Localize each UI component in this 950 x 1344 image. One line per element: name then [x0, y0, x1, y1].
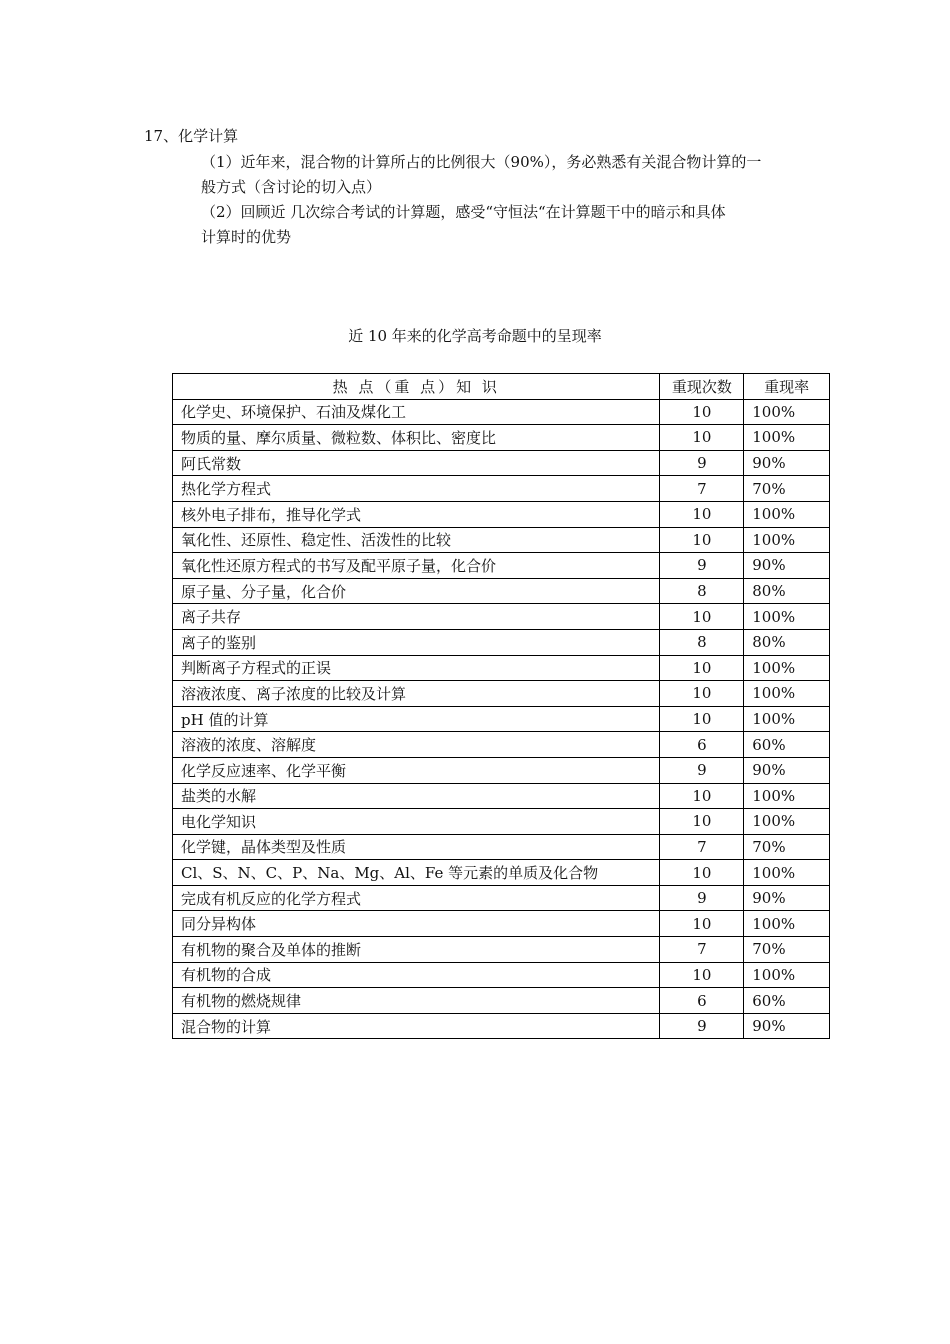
cell-rate: 70% — [744, 834, 830, 860]
cell-rate: 100% — [744, 604, 830, 630]
cell-count: 10 — [660, 425, 744, 451]
table-row — [173, 425, 830, 451]
cell-rate: 100% — [744, 681, 830, 707]
cell-rate: 90% — [744, 757, 830, 783]
cell-topic: 电化学知识 — [173, 809, 660, 835]
cell-count: 6 — [660, 988, 744, 1014]
cell-rate: 100% — [744, 655, 830, 681]
calc-note-1-line-2: 般方式（含讨论的切入点） — [201, 178, 382, 196]
table-row — [173, 962, 830, 988]
cell-topic: 化学键，晶体类型及性质 — [173, 834, 660, 860]
cell-rate: 60% — [744, 732, 830, 758]
cell-rate: 100% — [744, 501, 830, 527]
cell-count: 6 — [660, 732, 744, 758]
cell-count: 7 — [660, 834, 744, 860]
cell-topic: 溶液浓度、离子浓度的比较及计算 — [173, 681, 660, 707]
table-row — [173, 860, 830, 886]
calc-note-2-line-2: 计算时的优势 — [201, 228, 292, 246]
calc-note-1-line-1: （1）近年来，混合物的计算所占的比例很大（90%），务必熟悉有关混合物计算的一 — [201, 153, 762, 171]
cell-rate: 100% — [744, 706, 830, 732]
cell-topic: 有机物的燃烧规律 — [173, 988, 660, 1014]
cell-topic: 原子量、分子量，化合价 — [173, 578, 660, 604]
cell-rate: 100% — [744, 399, 830, 425]
cell-topic: 有机物的合成 — [173, 962, 660, 988]
table-row — [173, 732, 830, 758]
table-row — [173, 578, 830, 604]
cell-count: 7 — [660, 476, 744, 502]
cell-rate: 60% — [744, 988, 830, 1014]
table-row — [173, 757, 830, 783]
cell-count: 10 — [660, 962, 744, 988]
table-row — [173, 476, 830, 502]
table-row — [173, 1013, 830, 1039]
cell-topic: 化学史、环境保护、石油及煤化工 — [173, 399, 660, 425]
cell-topic: 判断离子方程式的正误 — [173, 655, 660, 681]
cell-count: 10 — [660, 527, 744, 553]
cell-count: 10 — [660, 681, 744, 707]
table-row — [173, 629, 830, 655]
header-topic: 热 点（重 点）知 识 — [173, 374, 660, 400]
calc-note-1 — [201, 150, 811, 200]
table-row — [173, 834, 830, 860]
cell-topic: pH 值的计算 — [173, 706, 660, 732]
cell-count: 10 — [660, 860, 744, 886]
table-row — [173, 501, 830, 527]
cell-rate: 90% — [744, 885, 830, 911]
hot-topics-table — [172, 373, 830, 1039]
cell-topic: 完成有机反应的化学方程式 — [173, 885, 660, 911]
cell-rate: 100% — [744, 860, 830, 886]
cell-topic: 离子共存 — [173, 604, 660, 630]
cell-count: 9 — [660, 757, 744, 783]
cell-topic: 同分异构体 — [173, 911, 660, 937]
cell-topic: 氧化性还原方程式的书写及配平原子量，化合价 — [173, 553, 660, 579]
cell-rate: 100% — [744, 527, 830, 553]
table-row — [173, 783, 830, 809]
cell-rate: 90% — [744, 450, 830, 476]
table-body — [173, 399, 830, 1039]
cell-topic: 有机物的聚合及单体的推断 — [173, 937, 660, 963]
cell-count: 10 — [660, 911, 744, 937]
table-row — [173, 809, 830, 835]
cell-count: 10 — [660, 501, 744, 527]
table-row — [173, 450, 830, 476]
header-rate: 重现率 — [744, 374, 830, 400]
cell-count: 10 — [660, 655, 744, 681]
calc-note-2-line-1: （2）回顾近 几次综合考试的计算题，感受“守恒法“在计算题干中的暗示和具体 — [201, 203, 726, 221]
cell-count: 9 — [660, 553, 744, 579]
section-heading: 17、化学计算 — [144, 127, 239, 145]
cell-count: 9 — [660, 885, 744, 911]
table-header-row — [173, 374, 830, 400]
cell-count: 10 — [660, 706, 744, 732]
cell-count: 7 — [660, 937, 744, 963]
cell-rate: 70% — [744, 937, 830, 963]
cell-rate: 90% — [744, 1013, 830, 1039]
table-row — [173, 399, 830, 425]
cell-topic: 离子的鉴别 — [173, 629, 660, 655]
cell-rate: 80% — [744, 578, 830, 604]
cell-rate: 100% — [744, 962, 830, 988]
table-row — [173, 911, 830, 937]
calc-note-2 — [201, 200, 811, 250]
cell-rate: 80% — [744, 629, 830, 655]
cell-count: 10 — [660, 604, 744, 630]
cell-count: 9 — [660, 1013, 744, 1039]
cell-count: 9 — [660, 450, 744, 476]
cell-rate: 100% — [744, 783, 830, 809]
table-row — [173, 706, 830, 732]
cell-rate: 90% — [744, 553, 830, 579]
table-row — [173, 553, 830, 579]
table-row — [173, 655, 830, 681]
cell-topic: 核外电子排布，推导化学式 — [173, 501, 660, 527]
cell-topic: 盐类的水解 — [173, 783, 660, 809]
cell-count: 8 — [660, 629, 744, 655]
table-caption: 近 10 年来的化学高考命题中的呈现率 — [348, 327, 602, 345]
table-row — [173, 885, 830, 911]
cell-rate: 100% — [744, 425, 830, 451]
cell-rate: 100% — [744, 911, 830, 937]
table-row — [173, 937, 830, 963]
cell-rate: 100% — [744, 809, 830, 835]
table-row — [173, 681, 830, 707]
cell-topic: 溶液的浓度、溶解度 — [173, 732, 660, 758]
cell-topic: 混合物的计算 — [173, 1013, 660, 1039]
table-row — [173, 604, 830, 630]
table-row — [173, 988, 830, 1014]
cell-topic: 氧化性、还原性、稳定性、活泼性的比较 — [173, 527, 660, 553]
cell-count: 10 — [660, 783, 744, 809]
cell-rate: 70% — [744, 476, 830, 502]
cell-topic: 化学反应速率、化学平衡 — [173, 757, 660, 783]
cell-topic: 热化学方程式 — [173, 476, 660, 502]
cell-count: 10 — [660, 399, 744, 425]
cell-topic: 阿氏常数 — [173, 450, 660, 476]
table-row — [173, 527, 830, 553]
cell-count: 10 — [660, 809, 744, 835]
cell-count: 8 — [660, 578, 744, 604]
cell-topic: Cl、S、N、C、P、Na、Mg、Al、Fe 等元素的单质及化合物 — [173, 860, 660, 886]
header-count: 重现次数 — [660, 374, 744, 400]
cell-topic: 物质的量、摩尔质量、微粒数、体积比、密度比 — [173, 425, 660, 451]
